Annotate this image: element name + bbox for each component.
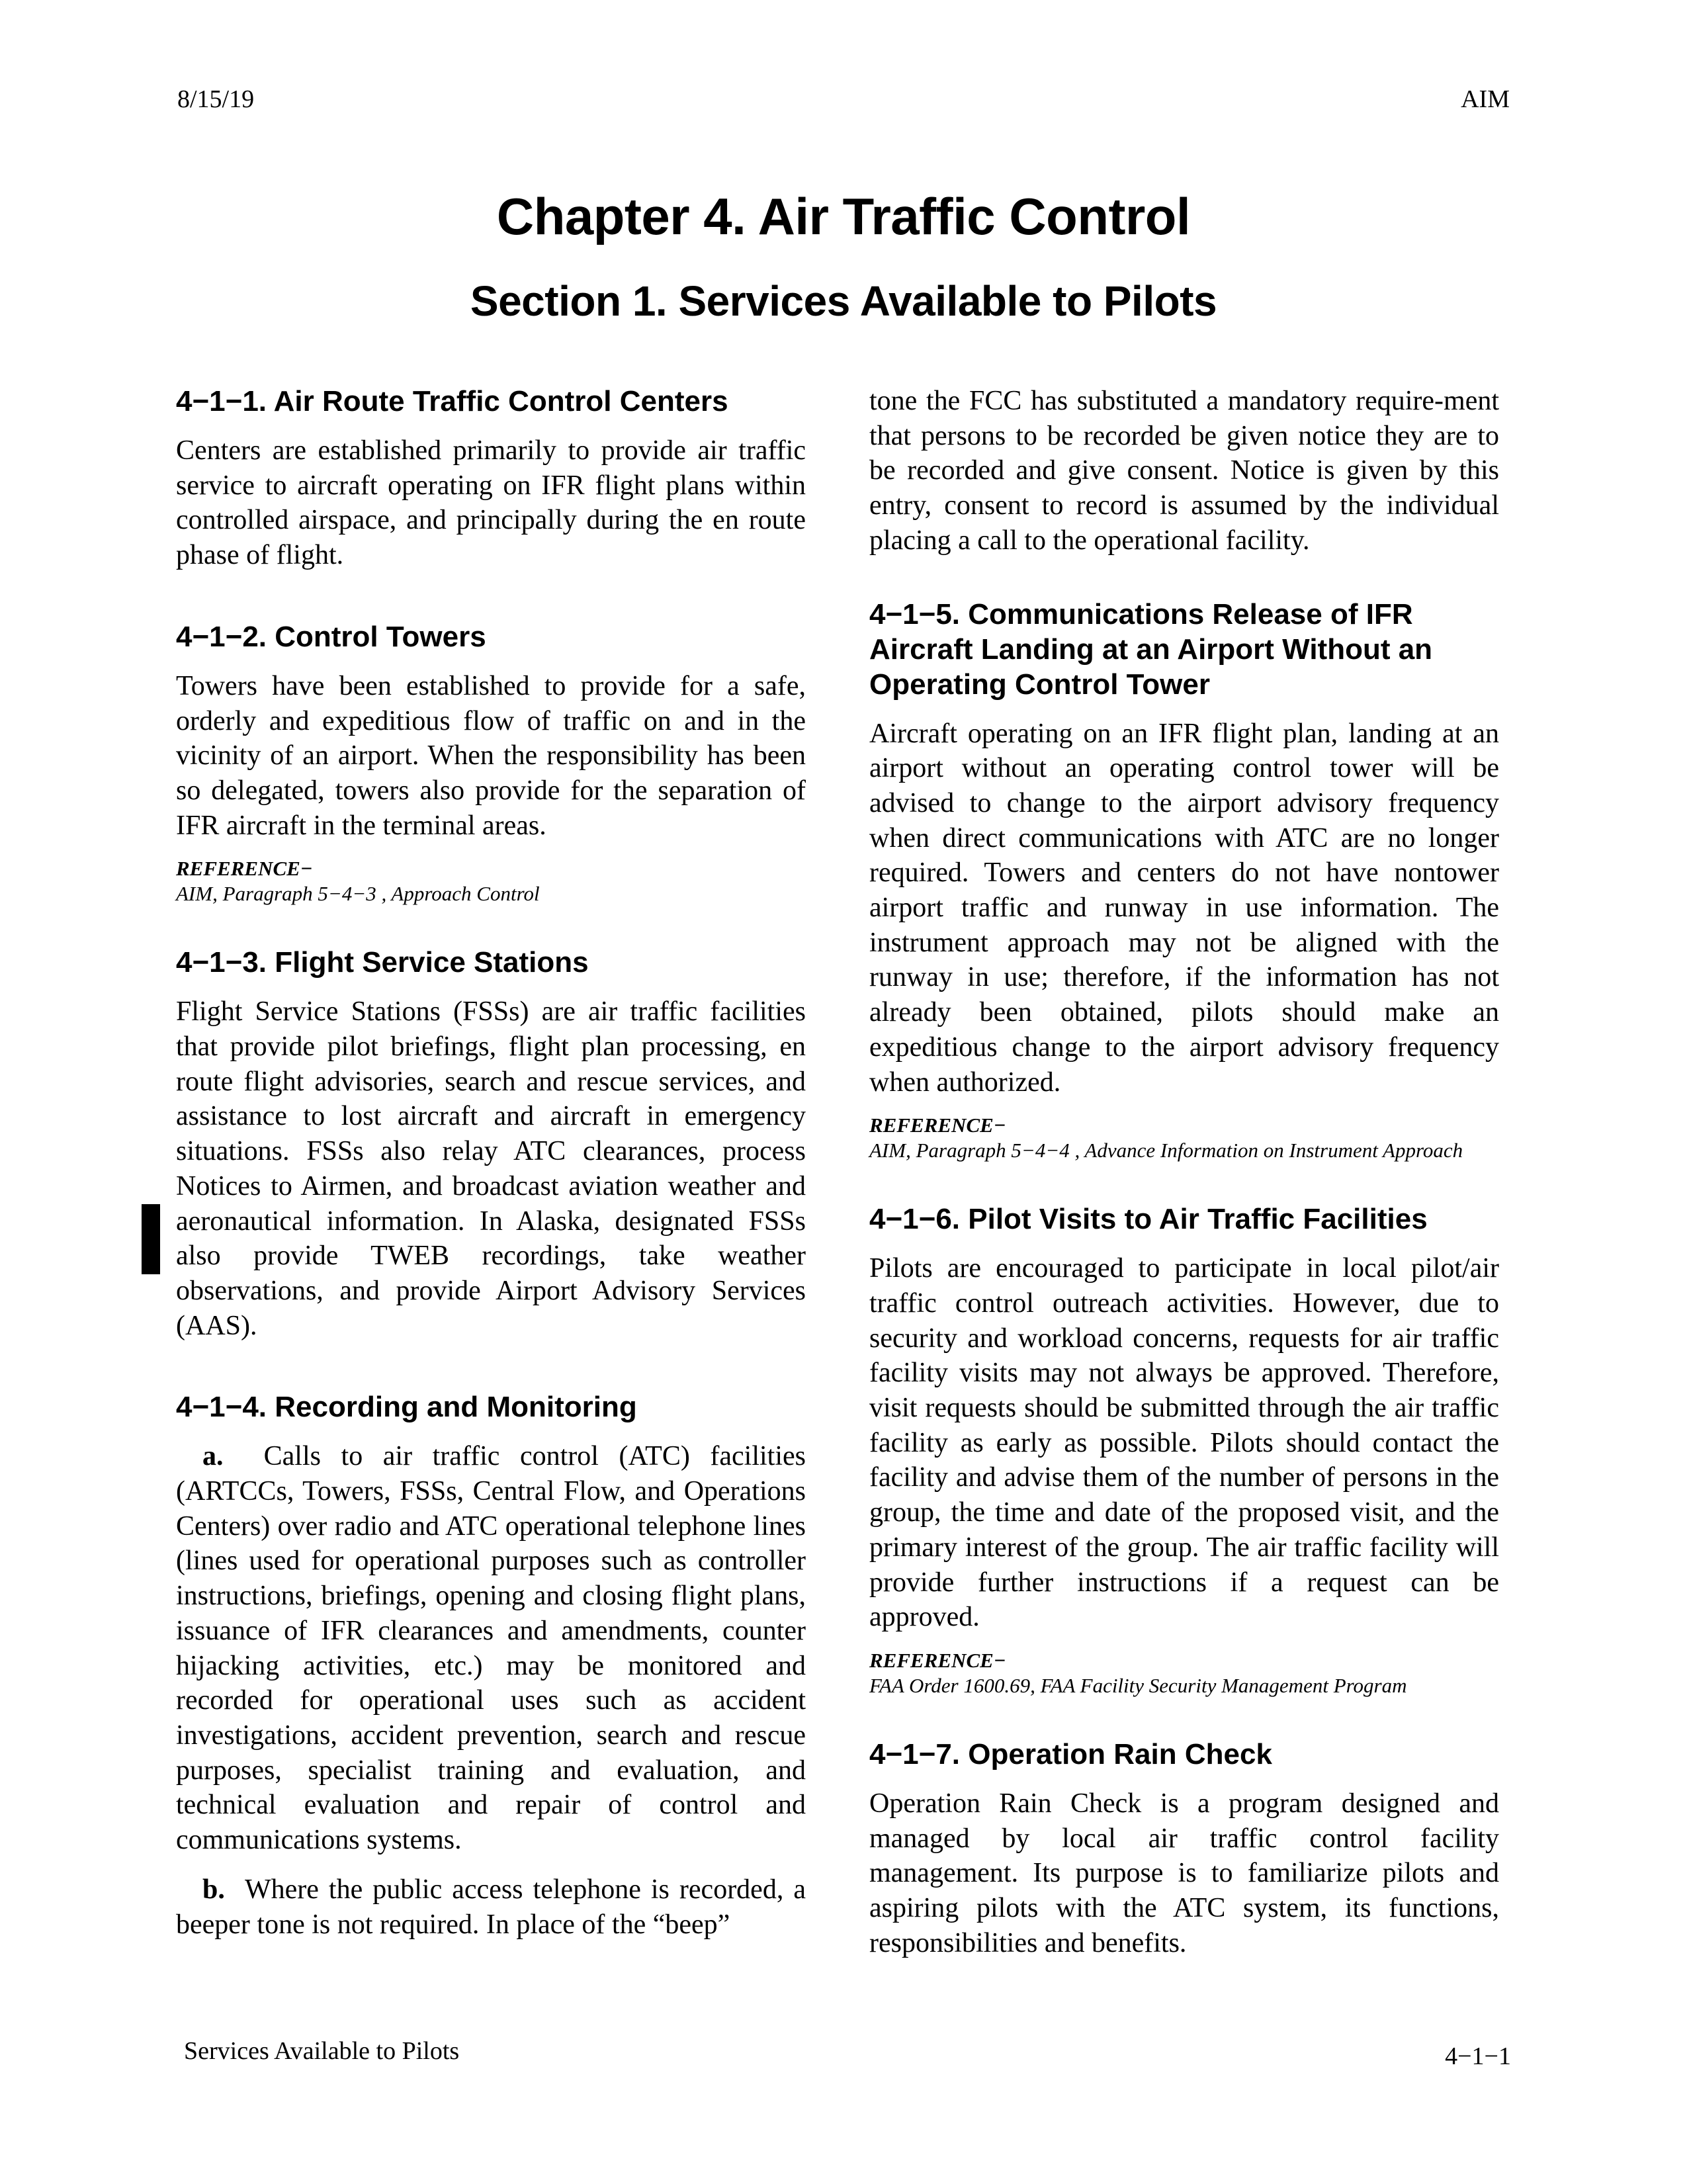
section-heading: 4−1−6. Pilot Visits to Air Traffic Facilities [869,1203,1428,1236]
section-heading: 4−1−2. Control Towers [176,620,486,653]
footer-page-number: 4−1−1 [1445,2042,1511,2070]
section-body: Flight Service Stations (FSSs) are air traffic facilities that provide pilot briefings, flight plan processing, en route flight advisories, search and rescue services, and assistance to lost aircraft and aircraft in emergency situations. FSSs also relay ATC clearances, process Notices to Airmen, and broadcast aviation weather and aeronautical information. In Alaska, designated FSSs also provide TWEB recordings, take weather observations, and provide Airport Advisory Services (AAS). [176,996,806,1341]
subparagraph-b [176,1872,806,1942]
section-4-1-7 [869,1737,1499,1961]
section-heading: 4−1−3. Flight Service Stations [176,946,589,979]
section-4-1-6 [869,1201,1499,1698]
section-body: Pilots are encouraged to participate in local pilot/air traffic control outreach activities. However, due to security and workload concerns, requests for air traffic facility visits may not always be approved. Therefore, visit requests should be submitted through the air traffic facility as early as possible. Pilots should contact the facility and advise them of the number of persons in the group, the time and date of the proposed visit, and the primary interest of the group. The air traffic facility will provide further instructions if a request can be approved. [869,1253,1499,1633]
section-4-1-5 [869,597,1499,1164]
section-heading: 4−1−5. Communications Release of IFR Aircraft Landing at an Airport Without an Operating Control Tower [869,597,1433,701]
chapter-title: Chapter 4. Air Traffic Control [496,187,1191,245]
subparagraph-label: b. [202,1874,225,1905]
reference-citation: AIM, Paragraph 5−4−3 , Approach Control [176,882,540,906]
subparagraph-a [176,1439,806,1857]
section-4-1-4 [176,1389,806,1942]
footer-section-name: Services Available to Pilots [184,2037,460,2065]
header-date: 8/15/19 [177,85,255,113]
subparagraph-b-continued: tone the FCC has substituted a mandatory require-ment that persons to be recorded be given notice they are to be recorded and give consent. Notice is given by this entry, consent to record is assumed by the individual placing a call to the operational facility. [869,386,1499,556]
section-title: Section 1. Services Available to Pilots [470,277,1217,325]
subparagraph-label: a. [202,1441,224,1472]
section-body: Aircraft operating on an IFR flight plan, landing at an airport without an operating control tower will be advised to change to the airport advisory frequency when direct communications with ATC are no longer required. Towers and centers do not have nontower airport traffic and runway in use information. The instrument approach may not be aligned with the runway in use; therefore, if the information has not already been obtained, pilots should make an expeditious change to the airport advisory frequency when authorized. [869,718,1499,1098]
section-body: Centers are established primarily to provide air traffic service to aircraft operating on IFR flight plans within controlled airspace, and principally during the en route phase of flight. [176,435,806,571]
reference-label: REFERENCE− [176,857,313,881]
section-4-1-1 [176,384,806,573]
section-heading: 4−1−1. Air Route Traffic Control Centers [176,385,728,417]
right-column [869,384,1499,1961]
section-body: Towers have been established to provide for a safe, orderly and expeditious flow of traffic on and in the vicinity of an airport. When the responsibility has been so delegated, towers also provide for the separation of IFR aircraft in the terminal areas. [176,670,806,841]
section-body: Operation Rain Check is a program designed and managed by local air traffic control facility management. Its purpose is to familiarize pilots and aspiring pilots with the ATC system, its functions, responsibilities and benefits. [869,1788,1499,1958]
reference-citation: FAA Order 1600.69, FAA Facility Security Management Program [869,1673,1407,1697]
section-heading: 4−1−7. Operation Rain Check [869,1737,1272,1770]
subparagraph-text: Where the public access telephone is recorded, a beeper tone is not required. In place of the “beep” [176,1874,806,1940]
change-bar [142,1204,160,1274]
left-column [176,384,806,1942]
reference-citation: AIM, Paragraph 5−4−4 , Advance Information on Instrument Approach [869,1139,1463,1162]
reference-label: REFERENCE− [869,1114,1006,1137]
reference-label: REFERENCE− [869,1648,1006,1672]
section-4-1-2 [176,619,806,907]
header-doc-id: AIM [1461,85,1510,113]
subparagraph-text: Calls to air traffic control (ATC) facilities (ARTCCs, Towers, FSSs, Central Flow, and Operations Centers) over radio and ATC operational telephone lines (lines used for operational purposes such as controller instructions, briefings, opening and closing flight plans, issuance of IFR clearances and amendments, counter hijacking activities, etc.) may be monitored and recorded for operational uses such as accident investigations, accident prevention, search and rescue purposes, specialist training and evaluation, and technical evaluation and repair of control and communications systems. [176,1441,806,1856]
section-heading: 4−1−4. Recording and Monitoring [176,1391,637,1424]
section-4-1-3 [176,945,806,1343]
